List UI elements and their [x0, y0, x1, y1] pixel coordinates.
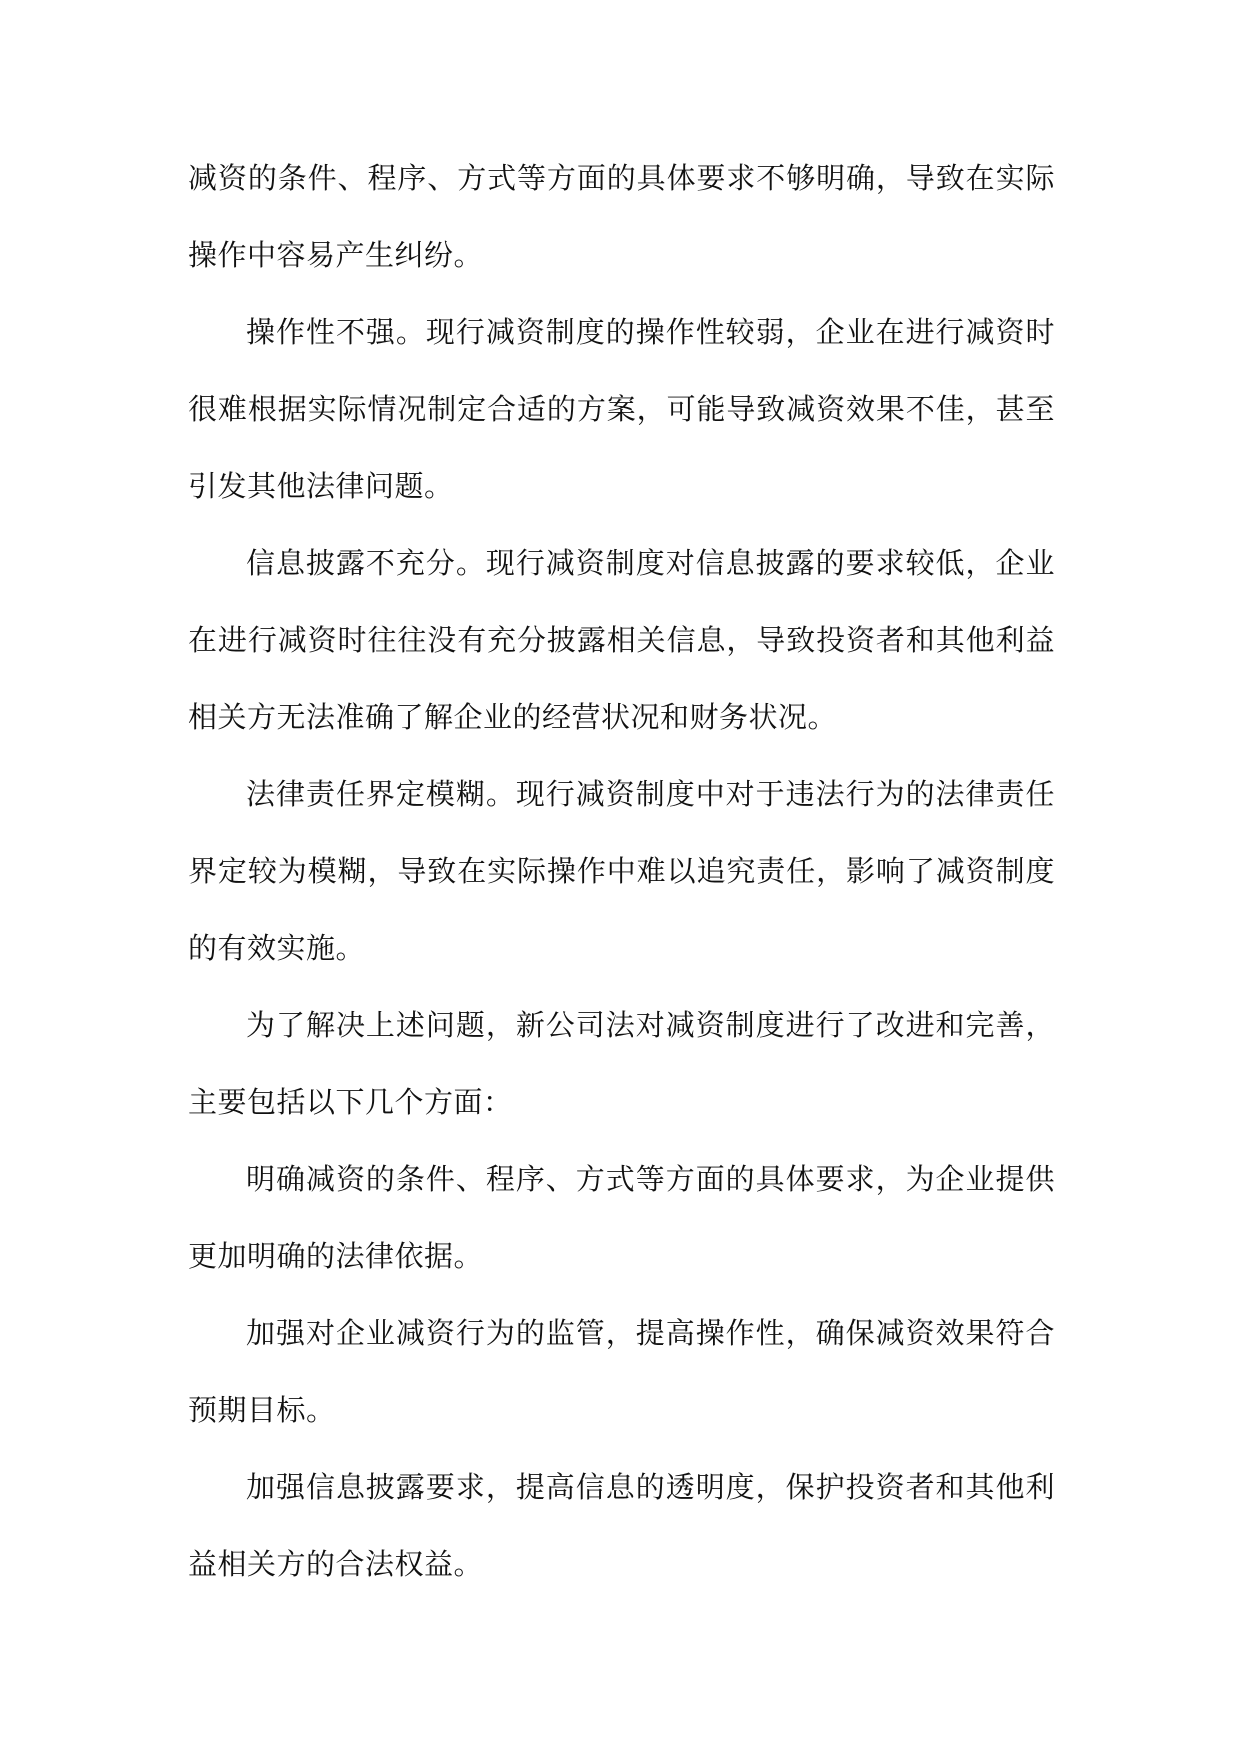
paragraph-disclosure: 信息披露不充分。现行减资制度对信息披露的要求较低，企业在进行减资时往往没有充分披露相关信息，导致投资者和其他利益相关方无法准确了解企业的经营状况和财务状况。	[188, 546, 1055, 734]
paragraph-improvement-supervision: 加强对企业减资行为的监管，提高操作性，确保减资效果符合预期目标。	[188, 1316, 1055, 1427]
paragraph-improvement-disclosure: 加强信息披露要求，提高信息的透明度，保护投资者和其他利益相关方的合法权益。	[188, 1470, 1055, 1581]
paragraph-improvements-intro: 为了解决上述问题，新公司法对减资制度进行了改进和完善，主要包括以下几个方面：	[188, 1008, 1055, 1119]
paragraph-operability: 操作性不强。现行减资制度的操作性较弱，企业在进行减资时很难根据实际情况制定合适的方案，可能导致减资效果不佳，甚至引发其他法律问题。	[188, 315, 1055, 503]
paragraph-continuation: 减资的条件、程序、方式等方面的具体要求不够明确，导致在实际操作中容易产生纠纷。	[188, 161, 1055, 272]
paragraph-liability: 法律责任界定模糊。现行减资制度中对于违法行为的法律责任界定较为模糊，导致在实际操作中难以追究责任，影响了减资制度的有效实施。	[188, 777, 1055, 965]
paragraph-improvement-requirements: 明确减资的条件、程序、方式等方面的具体要求，为企业提供更加明确的法律依据。	[188, 1162, 1055, 1273]
